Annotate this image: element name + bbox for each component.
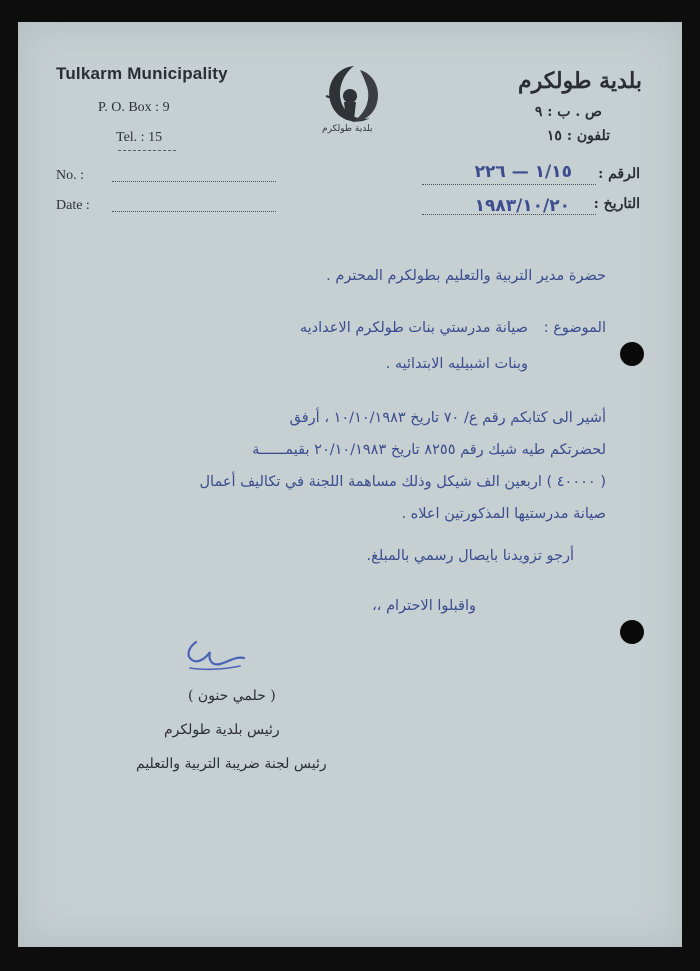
letter-page	[18, 22, 682, 947]
addressee: حضرة مدير التربية والتعليم بطولكرم المحترم .	[326, 268, 606, 284]
ar-pobox: ص . ب : ٩	[534, 104, 602, 120]
subject-line-2: وبنات اشبيليه الابتدائيه .	[385, 356, 528, 372]
en-date-label: Date :	[56, 198, 90, 213]
en-tel: Tel. : 15	[116, 130, 163, 145]
ar-municipality-name: بلدية طولكرم	[517, 68, 642, 94]
ar-date-line	[422, 214, 596, 215]
logo-caption: بلدية طولكرم	[322, 124, 373, 134]
ar-no-value: ١/١٥ — ٢٢٦	[474, 162, 572, 182]
en-pobox: P. O. Box : 9	[98, 100, 170, 115]
subject-label: الموضوع :	[543, 320, 606, 336]
paragraph-1-line-1: أشير الى كتابكم رقم ع/ ٧٠ تاريخ ١٠/١٠/١٩٨٣ ، أرفق	[289, 410, 606, 426]
signatory-title-2: رئيس لجنة ضريبة التربية والتعليم	[136, 756, 327, 772]
paragraph-2: أرجو تزويدنا بايصال رسمي بالمبلغ.	[366, 548, 574, 564]
signature-scribble	[182, 638, 248, 672]
binder-hole-top	[620, 342, 644, 366]
subject-line-1: صيانة مدرستي بنات طولكرم الاعداديه	[299, 320, 528, 336]
paragraph-1-line-3: ( ٤٠٠٠٠ ) اربعين الف شيكل وذلك مساهمة اللجنة في تكاليف أعمال	[199, 474, 606, 490]
en-no-label: No. :	[56, 168, 84, 183]
ar-no-line	[422, 184, 596, 185]
closing: واقبلوا الاحترام ،،	[372, 598, 476, 614]
binder-hole-bottom	[620, 620, 644, 644]
paragraph-1-line-4: صيانة مدرستيها المذكورتين اعلاه .	[401, 506, 606, 522]
en-tel-underline	[118, 150, 176, 151]
signatory-name: ( حلمي حنون )	[188, 688, 276, 704]
en-no-line	[112, 181, 276, 182]
ar-no-label: الرقم :	[598, 166, 640, 182]
handwritten-signature-icon	[182, 638, 248, 672]
en-date-line	[112, 211, 276, 212]
signatory-title-1: رئيس بلدية طولكرم	[164, 722, 280, 738]
municipality-logo	[304, 60, 390, 140]
ar-date-value: ١٩٨٣/١٠/٢٠	[474, 196, 570, 216]
en-municipality-name: Tulkarm Municipality	[56, 64, 228, 83]
ar-tel: تلفون : ١٥	[546, 128, 610, 144]
ar-date-label: التاريخ :	[593, 196, 640, 212]
paragraph-1-line-2: لحضرتكم طيه شيك رقم ٨٢٥٥ تاريخ ٢٠/١٠/١٩٨٣ بقيمــــــة	[252, 442, 606, 458]
